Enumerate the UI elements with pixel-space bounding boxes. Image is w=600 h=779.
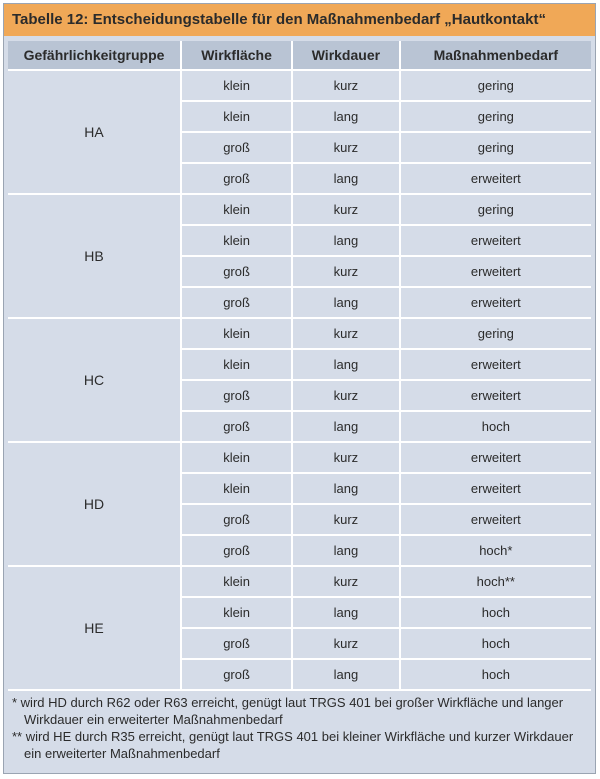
cell-wirkflaeche: klein — [182, 195, 293, 226]
cell-wirkdauer: kurz — [293, 505, 401, 536]
cell-wirkflaeche: groß — [182, 381, 293, 412]
cell-wirkflaeche: groß — [182, 660, 293, 691]
cell-massnahmenbedarf: gering — [401, 195, 591, 226]
cell-wirkflaeche: groß — [182, 536, 293, 567]
table-body — [8, 71, 591, 691]
cell-wirkflaeche: groß — [182, 412, 293, 443]
group-label: HA — [8, 71, 182, 195]
cell-massnahmenbedarf: erweitert — [401, 505, 591, 536]
group-label: HE — [8, 567, 182, 691]
group-label: HD — [8, 443, 182, 567]
table-row — [8, 319, 591, 350]
cell-wirkflaeche: groß — [182, 164, 293, 195]
header-gefahrlichkeitgruppe: Gefährlichkeitgruppe — [8, 41, 182, 71]
header-wirkdauer: Wirkdauer — [293, 41, 401, 71]
cell-massnahmenbedarf: gering — [401, 319, 591, 350]
cell-wirkdauer: kurz — [293, 195, 401, 226]
cell-massnahmenbedarf: erweitert — [401, 474, 591, 505]
cell-wirkdauer: lang — [293, 164, 401, 195]
cell-wirkdauer: kurz — [293, 381, 401, 412]
cell-wirkdauer: lang — [293, 660, 401, 691]
cell-wirkflaeche: groß — [182, 133, 293, 164]
footnote-2: ** wird HE durch R35 erreicht, genügt laut TRGS 401 bei kleiner Wirkfläche und kurzer Wirkdauer ein erweiterter Maßnahmenbedarf — [12, 729, 574, 761]
cell-wirkflaeche: klein — [182, 71, 293, 102]
cell-massnahmenbedarf: gering — [401, 133, 591, 164]
cell-wirkdauer: kurz — [293, 443, 401, 474]
cell-wirkdauer: kurz — [293, 629, 401, 660]
cell-massnahmenbedarf: erweitert — [401, 257, 591, 288]
table-title: Tabelle 12: Entscheidungstabelle für den Maßnahmenbedarf „Hautkontakt“ — [4, 4, 595, 36]
cell-wirkflaeche: groß — [182, 257, 293, 288]
cell-massnahmenbedarf: erweitert — [401, 443, 591, 474]
table-row — [8, 71, 591, 102]
cell-wirkflaeche: klein — [182, 443, 293, 474]
cell-wirkflaeche: klein — [182, 567, 293, 598]
table-row — [8, 195, 591, 226]
cell-wirkdauer: lang — [293, 536, 401, 567]
cell-wirkflaeche: klein — [182, 350, 293, 381]
cell-wirkflaeche: klein — [182, 226, 293, 257]
group-label: HB — [8, 195, 182, 319]
header-row — [8, 41, 591, 71]
cell-wirkdauer: kurz — [293, 567, 401, 598]
cell-wirkdauer: lang — [293, 288, 401, 319]
cell-wirkflaeche: klein — [182, 102, 293, 133]
cell-wirkflaeche: groß — [182, 505, 293, 536]
cell-wirkdauer: lang — [293, 350, 401, 381]
cell-wirkdauer: lang — [293, 412, 401, 443]
cell-wirkflaeche: groß — [182, 288, 293, 319]
cell-wirkdauer: kurz — [293, 319, 401, 350]
cell-massnahmenbedarf: hoch — [401, 598, 591, 629]
cell-massnahmenbedarf: hoch — [401, 629, 591, 660]
cell-wirkdauer: lang — [293, 598, 401, 629]
cell-massnahmenbedarf: erweitert — [401, 164, 591, 195]
cell-massnahmenbedarf: gering — [401, 71, 591, 102]
header-wirkflaeche: Wirkfläche — [182, 41, 293, 71]
table-frame — [3, 3, 596, 774]
cell-massnahmenbedarf: erweitert — [401, 350, 591, 381]
cell-wirkflaeche: klein — [182, 598, 293, 629]
footnote-1: * wird HD durch R62 oder R63 erreicht, genügt laut TRGS 401 bei großer Wirkfläche und langer Wirkdauer ein erweiterter Maßnahmenbedarf — [12, 695, 564, 727]
decision-table — [8, 41, 591, 691]
cell-wirkdauer: kurz — [293, 257, 401, 288]
cell-wirkdauer: lang — [293, 102, 401, 133]
cell-massnahmenbedarf: erweitert — [401, 288, 591, 319]
cell-massnahmenbedarf: hoch** — [401, 567, 591, 598]
cell-wirkdauer: kurz — [293, 133, 401, 164]
cell-massnahmenbedarf: hoch — [401, 412, 591, 443]
cell-wirkflaeche: klein — [182, 319, 293, 350]
table-row — [8, 567, 591, 598]
cell-massnahmenbedarf: erweitert — [401, 226, 591, 257]
cell-massnahmenbedarf: hoch — [401, 660, 591, 691]
cell-wirkflaeche: klein — [182, 474, 293, 505]
cell-wirkflaeche: groß — [182, 629, 293, 660]
cell-wirkdauer: lang — [293, 226, 401, 257]
header-massnahmenbedarf: Maßnahmenbedarf — [401, 41, 591, 71]
cell-massnahmenbedarf: gering — [401, 102, 591, 133]
cell-wirkdauer: lang — [293, 474, 401, 505]
cell-massnahmenbedarf: erweitert — [401, 381, 591, 412]
cell-wirkdauer: kurz — [293, 71, 401, 102]
table-row — [8, 443, 591, 474]
footnotes — [12, 694, 587, 762]
cell-massnahmenbedarf: hoch* — [401, 536, 591, 567]
group-label: HC — [8, 319, 182, 443]
